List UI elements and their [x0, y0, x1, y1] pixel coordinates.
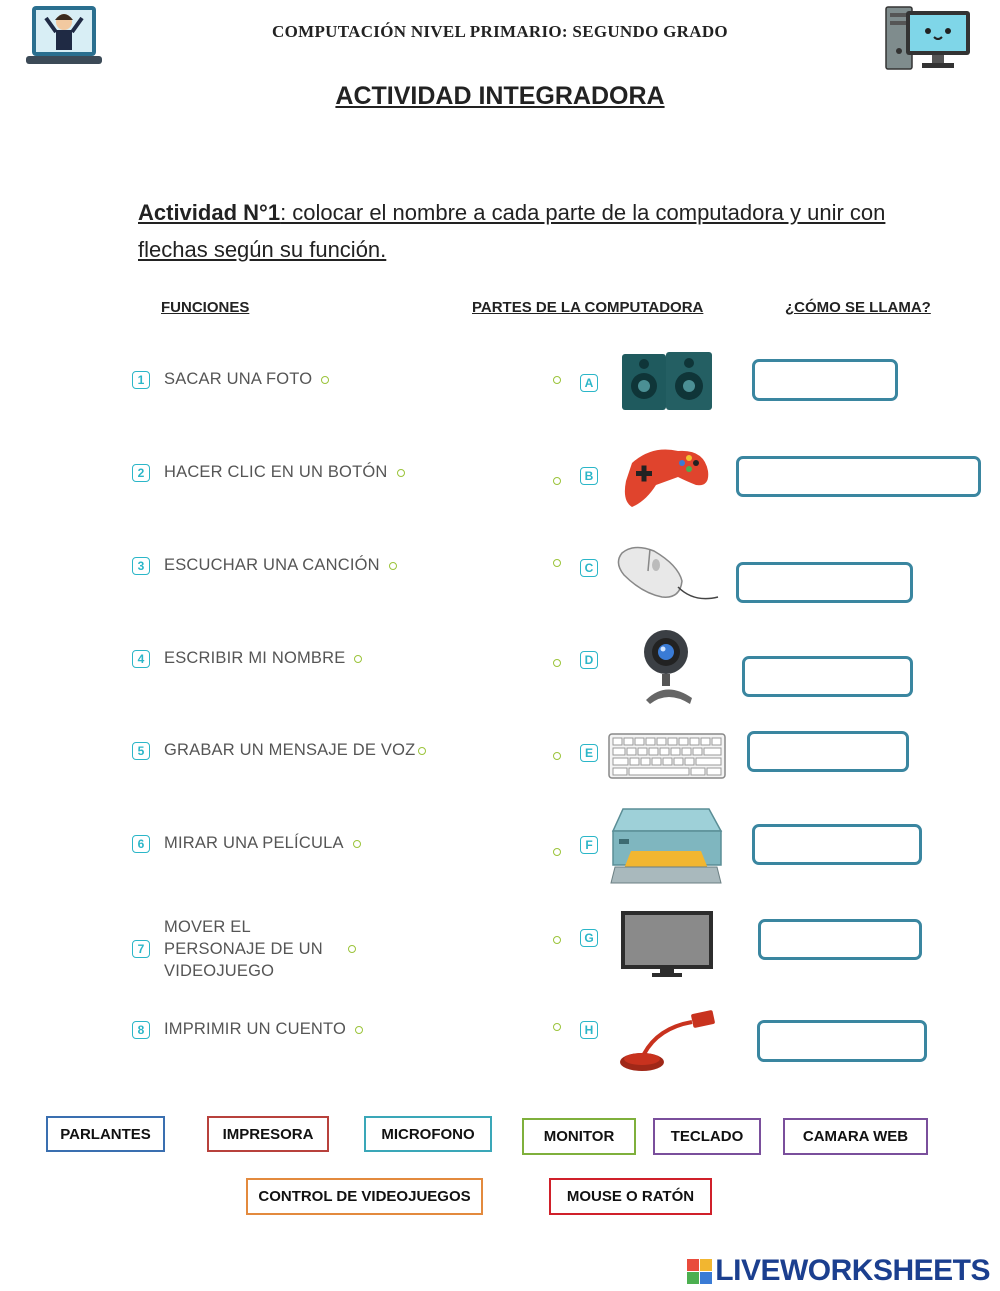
activity-text: : colocar el nombre a cada parte de la computadora y unir con flechas según su función. — [138, 200, 886, 262]
part-letter: D — [580, 651, 598, 669]
activity-label: Actividad N°1 — [138, 200, 281, 225]
word-bank-parlantes[interactable]: PARLANTES — [46, 1116, 165, 1152]
logo-cubes-icon — [687, 1259, 712, 1284]
answer-box-c[interactable] — [736, 562, 913, 603]
column-header-name: ¿CÓMO SE LLAMA? — [785, 299, 931, 316]
function-text: ESCRIBIR MI NOMBRE — [164, 649, 346, 667]
part-letter: B — [580, 467, 598, 485]
answer-box-e[interactable] — [747, 731, 909, 772]
answer-box-f[interactable] — [752, 824, 922, 865]
connector-dot[interactable] — [397, 469, 405, 477]
function-number: 4 — [132, 650, 150, 668]
function-number: 5 — [132, 742, 150, 760]
answer-box-g[interactable] — [758, 919, 922, 960]
function-item-8 — [132, 1020, 363, 1039]
function-number: 1 — [132, 371, 150, 389]
answer-box-b[interactable] — [736, 456, 981, 497]
answer-box-h[interactable] — [757, 1020, 927, 1062]
function-item-5 — [132, 741, 426, 760]
connector-dot[interactable] — [418, 747, 426, 755]
gamepad-icon — [622, 441, 712, 518]
connector-dot[interactable] — [353, 840, 361, 848]
connector-dot[interactable] — [355, 1026, 363, 1034]
answer-box-a[interactable] — [752, 359, 898, 401]
header-title: COMPUTACIÓN NIVEL PRIMARIO: SEGUNDO GRADO — [272, 22, 728, 41]
connector-dot[interactable] — [348, 945, 356, 953]
function-number: 3 — [132, 557, 150, 575]
function-item-4 — [132, 649, 362, 668]
column-header-parts: PARTES DE LA COMPUTADORA — [472, 299, 704, 316]
part-connector-dot[interactable] — [553, 848, 561, 856]
word-bank-monitor[interactable]: MONITOR — [522, 1118, 636, 1155]
computer-mascot-icon — [884, 5, 974, 71]
activity-instructions — [138, 194, 898, 268]
keyboard-icon — [608, 733, 726, 784]
part-connector-dot[interactable] — [553, 477, 561, 485]
part-connector-dot[interactable] — [553, 559, 561, 567]
connector-dot[interactable] — [354, 655, 362, 663]
function-text: MOVER EL PERSONAJE DE UN VIDEOJUEGO — [164, 918, 323, 980]
word-bank-teclado[interactable]: TECLADO — [653, 1118, 761, 1155]
word-bank-camara-web[interactable]: CAMARA WEB — [783, 1118, 928, 1155]
liveworksheets-logo[interactable] — [687, 1254, 990, 1288]
function-number: 8 — [132, 1021, 150, 1039]
function-text: GRABAR UN MENSAJE DE VOZ — [164, 741, 416, 759]
function-text: MIRAR UNA PELÍCULA — [164, 834, 344, 852]
word-bank-control-de-videojuegos[interactable]: CONTROL DE VIDEOJUEGOS — [246, 1178, 483, 1215]
function-number: 6 — [132, 835, 150, 853]
part-connector-dot[interactable] — [553, 659, 561, 667]
function-item-2 — [132, 463, 405, 482]
function-text: ESCUCHAR UNA CANCIÓN — [164, 556, 380, 574]
monitor-icon — [620, 910, 714, 983]
part-letter: A — [580, 374, 598, 392]
function-item-6 — [132, 834, 361, 853]
word-bank-impresora[interactable]: IMPRESORA — [207, 1116, 329, 1152]
part-letter: C — [580, 559, 598, 577]
webcam-icon — [638, 628, 698, 711]
part-letter: E — [580, 744, 598, 762]
function-item-1 — [132, 370, 329, 389]
printer-icon — [609, 805, 725, 890]
function-text: HACER CLIC EN UN BOTÓN — [164, 463, 388, 481]
function-item-7 — [132, 916, 356, 982]
column-header-functions: FUNCIONES — [161, 299, 250, 316]
function-item-3 — [132, 556, 397, 575]
part-connector-dot[interactable] — [553, 376, 561, 384]
part-letter: F — [580, 836, 598, 854]
word-bank-microfono[interactable]: MICROFONO — [364, 1116, 492, 1152]
function-number: 7 — [132, 940, 150, 958]
word-bank-mouse-o-raton[interactable]: MOUSE O RATÓN — [549, 1178, 712, 1215]
part-letter: G — [580, 929, 598, 947]
connector-dot[interactable] — [389, 562, 397, 570]
part-connector-dot[interactable] — [553, 936, 561, 944]
answer-box-d[interactable] — [742, 656, 913, 697]
speakers-icon — [620, 350, 716, 419]
part-letter: H — [580, 1021, 598, 1039]
page-title: ACTIVIDAD INTEGRADORA — [335, 82, 665, 110]
mouse-icon — [614, 543, 720, 608]
microphone-icon — [618, 1008, 718, 1079]
connector-dot[interactable] — [321, 376, 329, 384]
logo-text: LIVEWORKSHEETS — [715, 1254, 990, 1287]
function-text: SACAR UNA FOTO — [164, 370, 313, 388]
function-number: 2 — [132, 464, 150, 482]
part-connector-dot[interactable] — [553, 752, 561, 760]
part-connector-dot[interactable] — [553, 1023, 561, 1031]
function-text: IMPRIMIR UN CUENTO — [164, 1020, 347, 1038]
